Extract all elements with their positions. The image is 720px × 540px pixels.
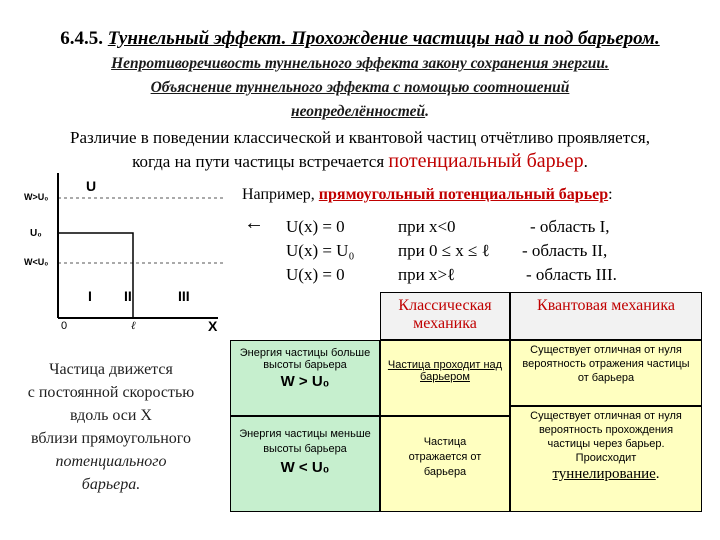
formula-row-1 — [286, 217, 345, 237]
side-description — [0, 358, 222, 496]
row1-label-cell — [230, 340, 380, 416]
side-line-2: с постоянной скоростью — [27, 384, 195, 401]
row2-quantum — [510, 406, 702, 512]
section-title: Туннельный эффект. Прохождение частицы над и под барьером. — [107, 28, 660, 49]
intro-line-1: Различие в поведении классической и квантовой частиц отчётливо проявляется, — [70, 128, 650, 147]
row2-label: Энергия частицы меньше высоты барьера — [239, 428, 371, 455]
region-text-3: - область III. — [526, 265, 617, 284]
side-line-6: барьера. — [81, 476, 141, 493]
page-title — [0, 28, 720, 50]
intro-line-2-text: когда на пути частицы встречается — [132, 152, 389, 171]
barrier-graph-svg — [28, 168, 228, 338]
row2-quantum-term-line — [519, 467, 693, 481]
row2-quantum-text: Существует отличная от нуля вероятность прохождения частицы через барьер. Происходит — [530, 410, 682, 464]
row1-classical — [380, 340, 510, 416]
region-text-2: - область II, — [522, 241, 608, 260]
region-text-1: - область I, — [530, 217, 610, 236]
example-lead: Например, — [242, 186, 319, 203]
region-1-label: I — [88, 288, 92, 304]
barrier-outline — [58, 233, 133, 318]
condition-3: при x>ℓ — [398, 265, 456, 284]
row2-quantum-end: . — [655, 466, 660, 482]
barrier-graph — [24, 168, 228, 338]
side-line-4: вблизи прямоугольного — [31, 430, 191, 447]
region-2-label: II — [124, 288, 132, 304]
row2-label-cell — [230, 416, 380, 512]
header-classical: Классическая механика — [380, 292, 510, 340]
row1-formula: W > U₀ — [280, 373, 330, 390]
ell-label: ℓ — [131, 320, 136, 332]
arrow-left-icon: ← — [244, 212, 264, 234]
header-quantum: Квантовая механика — [510, 292, 702, 340]
subtitle-line-3-dot: . — [425, 103, 429, 120]
row1-quantum: Существует отличная от нуля вероятность отражения частицы от барьера — [510, 340, 702, 406]
intro-highlight: потенциальный барьер — [388, 150, 584, 172]
region-3-label: III — [178, 288, 190, 304]
level-w-lt-label: W<U₀ — [24, 257, 49, 267]
level-w-gt-label: W>U₀ — [24, 192, 49, 202]
intro-line-2-end: . — [583, 152, 588, 171]
row2-formula: W < U₀ — [280, 459, 330, 476]
side-line-1: Частица движется — [49, 361, 173, 378]
row1-classical-text: Частица проходит над барьером — [387, 359, 503, 383]
example-colon: : — [608, 186, 613, 203]
row1-label: Энергия частицы больше высоты барьера — [239, 347, 371, 371]
row2-quantum-term: туннелирование — [552, 466, 656, 482]
level-u0-label: U₀ — [30, 228, 42, 239]
formula-1: U(x) = 0 — [286, 217, 345, 236]
formula-3: U(x) = 0 — [286, 265, 345, 284]
subtitle-line-3-text: неопределённостей — [291, 103, 426, 120]
origin-label: 0 — [61, 320, 68, 332]
section-number: 6.4.5. — [60, 28, 104, 49]
side-line-3: вдоль оси X — [70, 407, 152, 424]
subtitle-line-2: Объяснение туннельного эффекта с помощью соотношений — [150, 79, 570, 96]
side-line-5: потенциального — [55, 453, 167, 470]
x-axis-label: X — [208, 318, 218, 334]
formula-2: U(x) = U₀ — [286, 241, 355, 260]
subtitle-line-3 — [0, 103, 720, 121]
condition-1: при x<0 — [398, 217, 456, 236]
example-line — [242, 186, 613, 204]
example-term: прямоугольный потенциальный барьер — [318, 186, 609, 203]
condition-2: при 0 ≤ x ≤ ℓ — [398, 241, 490, 260]
subtitle-line-1: Непротиворечивость туннельного эффекта закону сохранения энергии. — [111, 55, 609, 72]
row2-classical: Частица отражается от барьера — [380, 416, 510, 512]
u-axis-label: U — [86, 178, 97, 194]
